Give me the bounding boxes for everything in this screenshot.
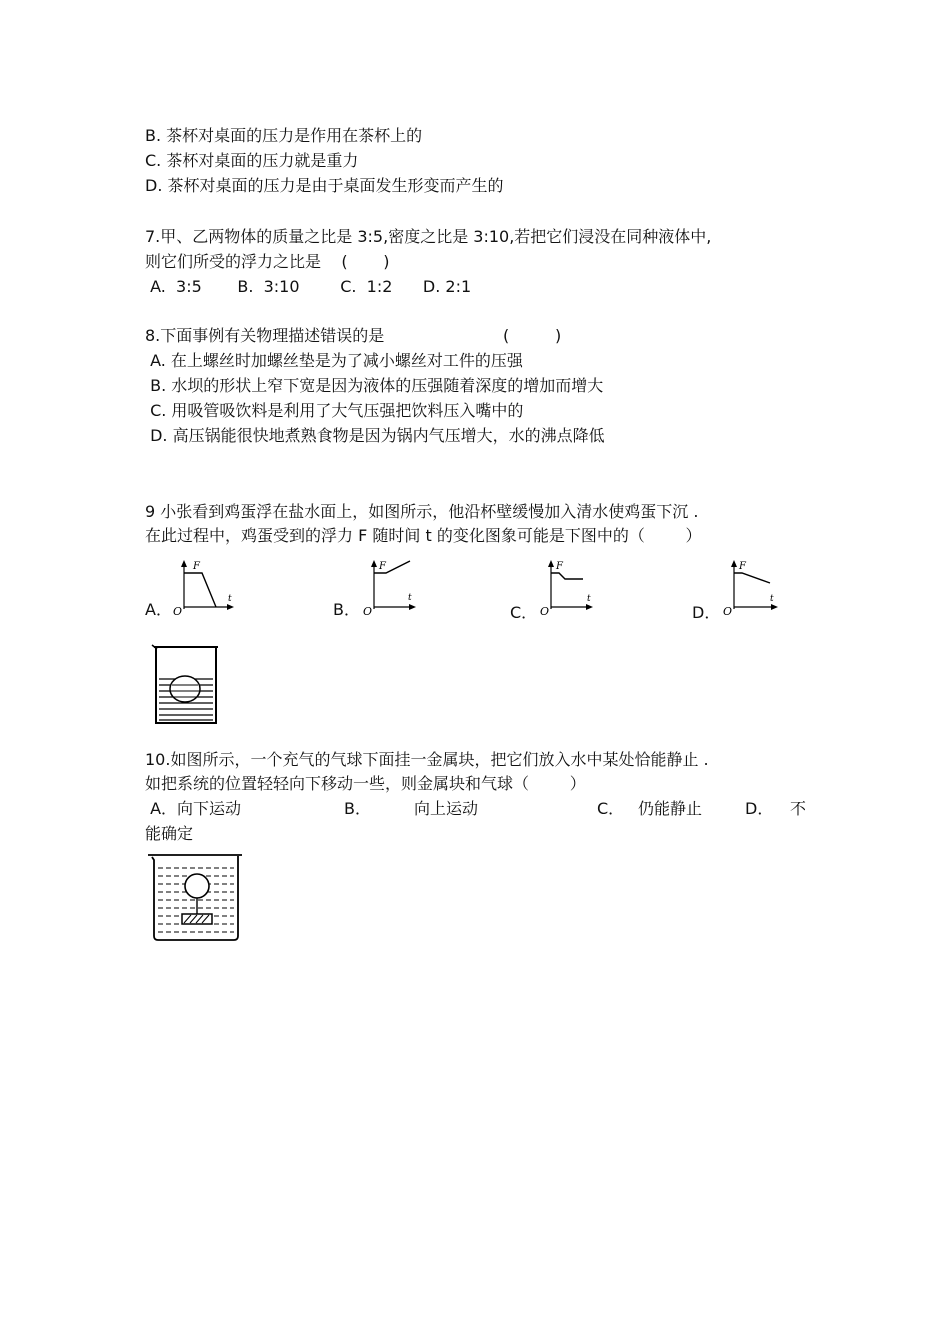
q10-option-a: A．向下运动 [145, 799, 242, 818]
q9-graph-a-axis-f: F [193, 561, 200, 572]
q9-stem-line2: 在此过程中，鸡蛋受到的浮力 F 随时间 t 的变化图象可能是下图中的（ ） [145, 526, 702, 545]
q6-option-b: B. 茶杯对桌面的压力是作用在茶杯上的 [145, 126, 423, 145]
q10-option-c: C． [597, 799, 625, 818]
q7-stem-line2: 则它们所受的浮力之比是 ( ) [145, 252, 390, 271]
q9-graph-c-origin: O [540, 605, 550, 618]
egg-shape [170, 676, 200, 702]
q10-beaker-balloon-figure [146, 852, 246, 944]
q8-option-c: C. 用吸管吸饮料是利用了大气压强把饮料压入嘴中的 [145, 401, 524, 420]
q9-label-b: B． [333, 600, 360, 619]
q10-stem-line2: 如把系统的位置轻轻向下移动一些，则金属块和气球（ ） [145, 774, 586, 793]
q9-graph-a-origin: O [173, 605, 183, 618]
q10-option-b-text: 向上运动 [414, 799, 479, 818]
q8-option-b: B. 水坝的形状上窄下宽是因为液体的压强随着深度的增加而增大 [145, 376, 604, 395]
q10-option-c-text: 仍能静止 [638, 799, 703, 818]
q9-graph-c-axis-f: F [556, 561, 563, 572]
q9-label-c: C． [510, 603, 538, 622]
q6-option-c: C. 茶杯对桌面的压力就是重力 [145, 151, 359, 170]
q9-beaker-egg-figure [150, 643, 225, 728]
q7-options: A. 3:5 B. 3:10 C. 1:2 D. 2:1 [145, 277, 472, 296]
q10-stem-line1: 10.如图所示，一个充气的气球下面挂一金属块，把它们放入水中某处恰能静止 . [145, 750, 709, 769]
q7-stem-line1: 7.甲、乙两物体的质量之比是 3:5,密度之比是 3:10,若把它们浸没在同种液体中, [145, 227, 712, 246]
q9-graph-b-axis-t: t [408, 593, 412, 603]
q10-option-d-text-2: 能确定 [145, 824, 194, 843]
q10-option-d-text-1: 不 [790, 799, 807, 818]
q10-option-b: B． [344, 799, 371, 818]
q9-graph-b-origin: O [363, 605, 373, 618]
q9-graph-a [170, 557, 240, 619]
q9-graph-c-axis-t: t [587, 594, 591, 604]
q8-stem: 8.下面事例有关物理描述错误的是 [145, 326, 385, 345]
q6-option-d: D. 茶杯对桌面的压力是由于桌面发生形变而产生的 [145, 176, 504, 195]
q9-graph-d-axis-t: t [770, 594, 774, 604]
q9-graph-b [360, 557, 422, 619]
q9-graph-a-axis-t: t [228, 594, 232, 604]
balloon-shape [185, 874, 209, 898]
q9-label-d: D． [692, 603, 721, 622]
q9-graph-d-origin: O [723, 605, 733, 618]
q9-stem-line1: 9 小张看到鸡蛋浮在盐水面上，如图所示，他沿杯壁缓慢加入清水使鸡蛋下沉 . [145, 502, 699, 521]
q10-option-d: D． [745, 799, 774, 818]
q8-answer-paren: ( ) [503, 326, 562, 345]
q9-graph-d-axis-f: F [739, 561, 746, 572]
q9-graph-d [720, 557, 784, 619]
q9-graph-c [537, 557, 599, 619]
q9-graph-b-axis-f: F [379, 561, 386, 572]
q8-option-a: A. 在上螺丝时加螺丝垫是为了减小螺丝对工件的压强 [145, 351, 523, 370]
q9-label-a: A． [145, 600, 172, 619]
q8-option-d: D. 高压锅能很快地煮熟食物是因为锅内气压增大，水的沸点降低 [145, 426, 605, 445]
